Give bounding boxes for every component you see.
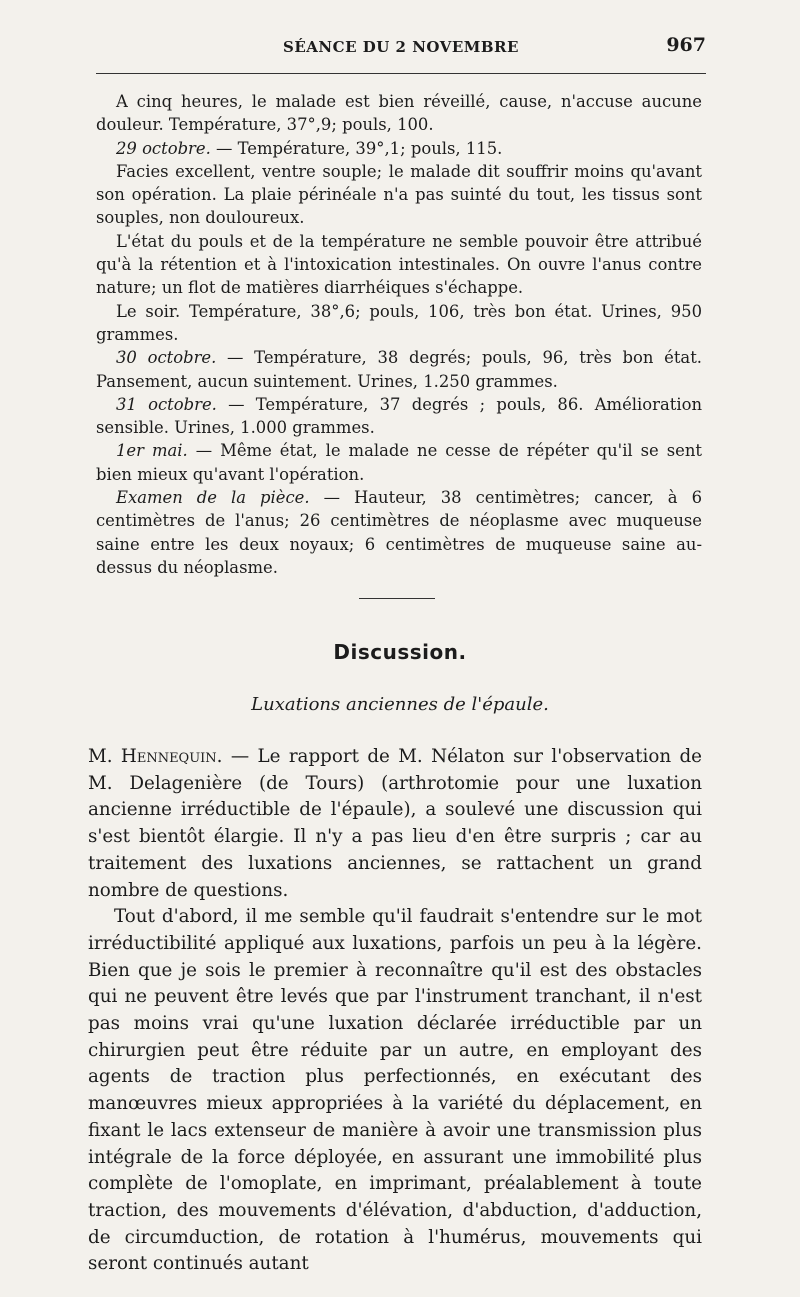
section-separator bbox=[359, 598, 435, 599]
section-heading: Discussion. bbox=[333, 640, 467, 664]
page-number: 967 bbox=[666, 34, 706, 56]
discussion-paragraph bbox=[88, 904, 702, 1278]
speaker-name: M. Hennequin. bbox=[88, 746, 223, 767]
note-text: — Même état, le malade ne cesse de répéter qu'il se sent bien mieux qu'avant l'opération. bbox=[96, 441, 702, 484]
note-text: — Température, 39°,1; pouls, 115. bbox=[210, 138, 503, 158]
note-paragraph bbox=[96, 230, 702, 300]
running-title: SÉANCE DU 2 NOVEMBRE bbox=[283, 38, 519, 56]
note-paragraph bbox=[96, 346, 702, 393]
paragraph-text: — Le rapport de M. Nélaton sur l'observation de M. Delagenière (de Tours) (arthrotomie pour une luxation ancienne irréductible de l'épaule), a soulevé une discussion qui s'est bientôt élargie. Il n'y a pas lieu d'en être surpris ; car au traitement des luxations anciennes, se rattachent un grand nombre de questions. bbox=[88, 746, 702, 901]
note-text: — Température, 37 degrés ; pouls, 86. Amélioration sensible. Urines, 1.000 grammes. bbox=[96, 394, 703, 438]
section-subheading: Luxations anciennes de l'épaule. bbox=[251, 694, 549, 715]
header-rule bbox=[96, 73, 706, 74]
note-paragraph bbox=[96, 160, 702, 230]
note-paragraph bbox=[96, 439, 702, 486]
note-text: — Température, 38 degrés; pouls, 96, très bon état. Pansement, aucun suintement. Urines, 1.250 grammes. bbox=[96, 348, 702, 391]
note-text: Facies excellent, ventre souple; le malade dit souffrir moins qu'avant son opération. La plaie périnéale n'a pas suinté du tout, les tissus sont souples, non douloureux. bbox=[96, 161, 702, 228]
note-text: L'état du pouls et de la température ne semble pouvoir être attribué qu'à la rétention et à l'intoxication intestinales. On ouvre l'anus contre nature; un flot de matières diarrhéiques s'échappe. bbox=[96, 231, 702, 298]
discussion-body bbox=[88, 744, 702, 1278]
note-text: — Hauteur, 38 centimètres; cancer, à 6 centimètres de l'anus; 26 centimètres de néoplasme avec muqueuse saine entre les deux noyaux; 6 centimètres de muqueuse saine au-dessus du néoplasme. bbox=[96, 488, 703, 577]
discussion-paragraph bbox=[88, 744, 702, 904]
note-date: 1er mai. bbox=[116, 441, 188, 461]
note-date: 29 octobre. bbox=[116, 138, 211, 158]
note-text: A cinq heures, le malade est bien réveillé, cause, n'accuse aucune douleur. Température, 37°,9; pouls, 100. bbox=[96, 92, 702, 135]
note-paragraph bbox=[96, 137, 702, 160]
page-header bbox=[96, 34, 706, 64]
note-paragraph bbox=[96, 300, 702, 347]
note-text: Le soir. Température, 38°,6; pouls, 106, très bon état. Urines, 950 grammes. bbox=[96, 301, 702, 344]
note-paragraph bbox=[96, 393, 702, 440]
note-paragraph bbox=[96, 486, 702, 579]
note-date: Examen de la pièce. bbox=[116, 488, 310, 508]
note-paragraph bbox=[96, 90, 702, 137]
note-date: 31 octobre. bbox=[116, 394, 217, 414]
clinical-notes bbox=[96, 90, 702, 579]
note-date: 30 octobre. bbox=[116, 348, 217, 368]
paragraph-text: Tout d'abord, il me semble qu'il faudrait s'entendre sur le mot irréductibilité appliqué aux luxations, parfois un peu à la légère. Bien que je sois le premier à reconnaître qu'il est des obstacles qui ne peuvent être levés que par l'instrument tranchant, il n'est pas moins vrai qu'une luxation déclarée irréductible par un chirurgien peut être réduite par un autre, en employant des agents de traction plus perfectionnés, en exécutant des manœuvres mieux appropriées à la variété du déplacement, en fixant le lacs extenseur de manière à avoir une transmission plus intégrale de la force déployée, en assurant une immobilité plus complète de l'omoplate, en imprimant, préalablement à toute traction, des mouvements d'élévation, d'abduction, d'adduction, de circumduction, de rotation à l'humérus, mouvements qui seront continués autant bbox=[88, 906, 702, 1275]
